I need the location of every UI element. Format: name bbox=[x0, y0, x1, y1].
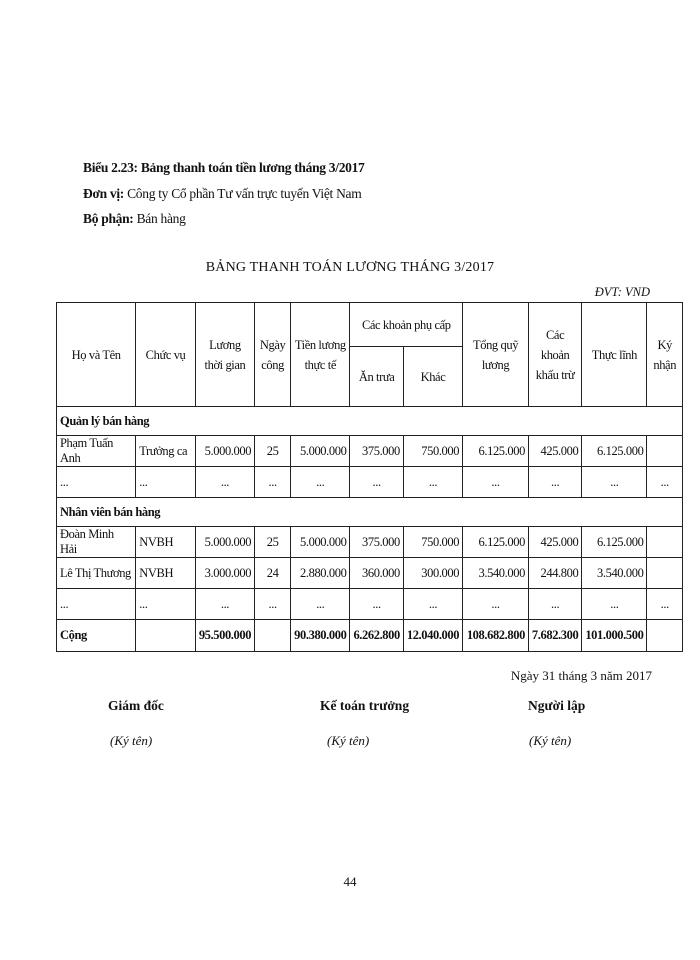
table-cell bbox=[647, 436, 683, 467]
table-cell: ... bbox=[528, 589, 581, 620]
table-cell: 3.540.000 bbox=[463, 558, 529, 589]
col-total-fund-header: Tổng quỹ lương bbox=[463, 303, 529, 407]
table-cell: NVBH bbox=[136, 527, 196, 558]
table-body bbox=[57, 407, 683, 652]
table-cell: 6.125.000 bbox=[582, 436, 647, 467]
table-cell: Cộng bbox=[57, 620, 136, 652]
table-cell: 6.125.000 bbox=[463, 436, 529, 467]
table-cell: 244.800 bbox=[528, 558, 581, 589]
company-line bbox=[83, 186, 361, 202]
signature-role-chief-accountant: Kế toán trưởng bbox=[320, 698, 410, 713]
table-cell bbox=[647, 558, 683, 589]
table-cell: Đoàn Minh Hải bbox=[57, 527, 136, 558]
table-row bbox=[57, 527, 683, 558]
table-cell: 24 bbox=[255, 558, 291, 589]
table-row bbox=[57, 467, 683, 498]
table-cell: ... bbox=[463, 589, 529, 620]
table-cell: ... bbox=[136, 467, 196, 498]
table-cell: 360.000 bbox=[350, 558, 403, 589]
table-cell: ... bbox=[291, 467, 350, 498]
table-cell: Trưởng ca bbox=[136, 436, 196, 467]
table-title: BẢNG THANH TOÁN LƯƠNG THÁNG 3/2017 bbox=[205, 260, 495, 275]
table-cell: 375.000 bbox=[350, 436, 403, 467]
table-cell: ... bbox=[255, 589, 291, 620]
col-allowances-header: Các khoản phụ cấp bbox=[350, 303, 463, 347]
table-cell: 425.000 bbox=[528, 527, 581, 558]
table-cell: ... bbox=[195, 589, 254, 620]
total-row bbox=[57, 620, 683, 652]
section-title: Quản lý bán hàng bbox=[57, 407, 683, 436]
table-cell: NVBH bbox=[136, 558, 196, 589]
table-row bbox=[57, 589, 683, 620]
table-cell: ... bbox=[350, 589, 403, 620]
table-cell: 101.000.500 bbox=[582, 620, 647, 652]
table-cell: ... bbox=[57, 589, 136, 620]
table-cell: 5.000.000 bbox=[195, 527, 254, 558]
table-cell: 108.682.800 bbox=[463, 620, 529, 652]
table-cell: 5.000.000 bbox=[291, 527, 350, 558]
currency-unit: ĐVT: VND bbox=[594, 285, 650, 299]
table-cell: ... bbox=[528, 467, 581, 498]
table-cell: ... bbox=[403, 589, 462, 620]
col-net-header: Thực lĩnh bbox=[582, 303, 647, 407]
table-cell: 6.125.000 bbox=[463, 527, 529, 558]
table-cell: ... bbox=[647, 467, 683, 498]
col-workdays-header: Ngày công bbox=[255, 303, 291, 407]
table-cell: 95.500.000 bbox=[195, 620, 254, 652]
table-cell bbox=[136, 620, 196, 652]
signature-role-director: Giám đốc bbox=[108, 698, 164, 713]
signature-note-chief-accountant: (Ký tên) bbox=[327, 733, 370, 748]
department-label: Bộ phận: bbox=[83, 211, 134, 226]
table-row bbox=[57, 436, 683, 467]
col-deductions-header: Các khoản khấu trừ bbox=[528, 303, 581, 407]
section-header-row bbox=[57, 407, 683, 436]
table-cell: Lê Thị Thương bbox=[57, 558, 136, 589]
table-cell: ... bbox=[57, 467, 136, 498]
col-other-header: Khác bbox=[403, 347, 462, 407]
company-value: Công ty Cổ phần Tư vấn trực tuyến Việt Nam bbox=[127, 186, 362, 201]
table-cell: ... bbox=[582, 589, 647, 620]
payroll-table bbox=[56, 302, 683, 652]
table-cell: 5.000.000 bbox=[195, 436, 254, 467]
section-title: Nhân viên bán hàng bbox=[57, 498, 683, 527]
table-cell: 750.000 bbox=[403, 527, 462, 558]
table-cell: ... bbox=[647, 589, 683, 620]
table-cell: ... bbox=[463, 467, 529, 498]
col-actual-salary-header: Tiền lương thực tế bbox=[291, 303, 350, 407]
table-cell bbox=[647, 527, 683, 558]
table-cell: ... bbox=[195, 467, 254, 498]
table-cell: 2.880.000 bbox=[291, 558, 350, 589]
table-cell: 6.262.800 bbox=[350, 620, 403, 652]
table-cell: 5.000.000 bbox=[291, 436, 350, 467]
signature-role-preparer: Người lập bbox=[528, 698, 586, 713]
col-lunch-header: Ăn trưa bbox=[350, 347, 403, 407]
table-cell: ... bbox=[403, 467, 462, 498]
col-position-header: Chức vụ bbox=[136, 303, 196, 407]
table-cell: 300.000 bbox=[403, 558, 462, 589]
table-cell: ... bbox=[291, 589, 350, 620]
table-cell: 3.000.000 bbox=[195, 558, 254, 589]
table-cell: 90.380.000 bbox=[291, 620, 350, 652]
table-cell: 7.682.300 bbox=[528, 620, 581, 652]
page-number: 44 bbox=[343, 874, 357, 889]
table-cell: 12.040.000 bbox=[403, 620, 462, 652]
table-cell: 375.000 bbox=[350, 527, 403, 558]
department-value: Bán hàng bbox=[136, 211, 186, 226]
table-cell: Phạm Tuấn Anh bbox=[57, 436, 136, 467]
table-cell: 25 bbox=[255, 436, 291, 467]
col-name-header: Họ và Tên bbox=[57, 303, 136, 407]
date-line: Ngày 31 tháng 3 năm 2017 bbox=[510, 668, 652, 683]
table-cell: ... bbox=[350, 467, 403, 498]
table-cell bbox=[647, 620, 683, 652]
signature-note-preparer: (Ký tên) bbox=[529, 733, 572, 748]
col-sign-header: Ký nhận bbox=[647, 303, 683, 407]
col-time-salary-header: Lương thời gian bbox=[195, 303, 254, 407]
figure-caption: Biểu 2.23: Bảng thanh toán tiền lương tháng 3/2017 bbox=[83, 160, 365, 175]
table-cell: 425.000 bbox=[528, 436, 581, 467]
table-cell: ... bbox=[582, 467, 647, 498]
company-label: Đơn vị: bbox=[83, 186, 125, 201]
table-cell: 750.000 bbox=[403, 436, 462, 467]
section-header-row bbox=[57, 498, 683, 527]
table-cell bbox=[255, 620, 291, 652]
signature-note-director: (Ký tên) bbox=[110, 733, 153, 748]
table-cell: ... bbox=[255, 467, 291, 498]
table-cell: 3.540.000 bbox=[582, 558, 647, 589]
table-cell: 6.125.000 bbox=[582, 527, 647, 558]
table-row bbox=[57, 558, 683, 589]
department-line bbox=[83, 211, 186, 227]
table-cell: ... bbox=[136, 589, 196, 620]
table-cell: 25 bbox=[255, 527, 291, 558]
